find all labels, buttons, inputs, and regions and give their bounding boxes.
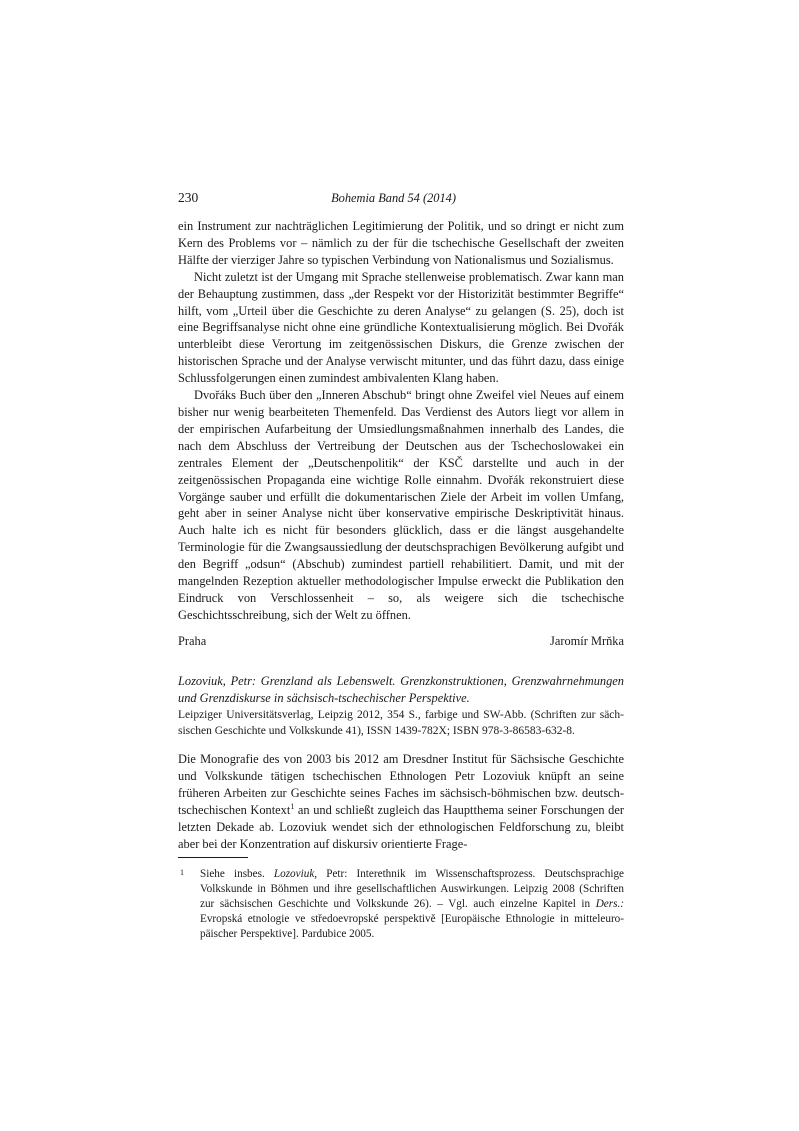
paragraph bbox=[178, 751, 624, 852]
review-place: Praha bbox=[178, 633, 207, 648]
footnote-author: Lozoviuk, bbox=[273, 867, 318, 880]
footnote-citation: Petr: Interethnik im Wissenschaftsprozess. Deutschsprachige Volkskunde in Böhmen und ihre gesellschaftlichen Auswirkungen. Leipzig 2008 (Schriften zur sächsischen Geschichte und Volkskunde 26). – Vgl. auch einzelne Kapitel in bbox=[200, 867, 624, 910]
reviewer-name: Jaromír Mrňka bbox=[550, 633, 624, 648]
running-title: Bohemia Band 54 (2014) bbox=[331, 191, 456, 205]
paragraph: Nicht zuletzt ist der Umgang mit Sprache stellenweise problematisch. Zwar kann man der Behauptung zustimmen, dass „der Respekt vor der Historizität bestimmter Begriffe“ hilft, vom „Urteil über die Geschichte zu deren Analyse“ zu gelangen (S. 25), doch ist eine Begriffsanalyse nicht ohne eine gründliche Kontextualisierung möglich. Bei Dvořák unterbleibt diese Verortung im zeitgenössischen Diskurs, die Grenze zwischen der historischen Sprache und der Analyse verwischt mitunter, und das führt dazu, dass einige Schlussfolgerungen einen zumindest ambivalenten Klang haben. bbox=[178, 269, 624, 386]
footnote-divider bbox=[178, 857, 248, 858]
footnote-reference[interactable]: 1 bbox=[290, 802, 295, 812]
review-signature bbox=[178, 633, 624, 650]
paragraph: ein Instrument zur nachträglichen Legitimierung der Politik, und so dringt er nicht zum Kern des Problems vor – nämlich zu der für die tschechische Gesellschaft der zweiten Hälfte der vierziger Jahre so typischen Verbindung von Nationalismus und Sozialismus. bbox=[178, 219, 624, 267]
footnote-author: Ders.: bbox=[595, 897, 624, 910]
footnote-number: 1 bbox=[180, 867, 184, 877]
review-book-meta: Leipziger Universitätsverlag, Leipzig 2012, 354 S., farbige und SW-Abb. (Schriften zur sächsischen Geschichte und Volkskunde 41), ISSN 1439-782X; ISBN 978-3-86583-632-8. bbox=[178, 709, 624, 737]
page-number: 230 bbox=[178, 190, 199, 205]
footnote-citation: Evropská etnologie ve středoevropské perspektivě [Europäische Ethnologie in mitteleuropäischer Perspektive]. Pardubice 2005. bbox=[200, 912, 624, 940]
paragraph-text: an und schließt zugleich das Hauptthema seiner Forschungen der letzten Dekade ab. Lozoviuk wendet sich der ethnologischen Feldforschung zu, bleibt aber bei der Konzentration auf diskursiv orientierte Frage- bbox=[178, 803, 624, 851]
footnote-text bbox=[200, 867, 624, 942]
footnote-intro: Siehe insbes. bbox=[200, 867, 274, 880]
paragraph-text: Die Monografie des von 2003 bis 2012 am Dresdner Institut für Sächsische Geschichte und Volkskunde tätigen tschechischen Ethnologen Petr Lozoviuk knüpft an seine früheren Arbeiten zur Geschichte seines Faches im sächsisch-böhmischen bzw. deutsch-tschechischen Kontext bbox=[178, 752, 624, 818]
document-page bbox=[178, 190, 624, 942]
paragraph: Dvořáks Buch über den „Inneren Abschub“ bringt ohne Zweifel viel Neues auf einem bisher nur wenig bearbeiteten Themenfeld. Das Verdienst des Autors liegt vor allem in der empirischen Aufarbeitung der Umsiedlungsmaßnahmen innerhalb des Landes, die nach dem Abschluss der Vertreibung der Deutschen aus der Tschechoslowakei ein zentrales Element der „Deutschenpolitik“ der KSČ darstellte und auch in der zeitgenössischen Propaganda eine wichtige Rolle einnahm. Dvořák rekonstruiert diese Vorgänge sauber und erfüllt die dokumentarischen Ziele der Arbeit im vollen Umfang, geht aber in seiner Analyse nicht über konservative empirische Deskriptivität hinaus. Auch halte ich es nicht für besonders glücklich, dass er die längst ausgehandelte Terminologie für die Zwangsaussiedlung der deutschsprachigen Bevölkerung aufgibt und den Begriff „odsun“ (Abschub) zumindest partiell rehabilitiert. Damit, und mit der mangelnden Rezeption aktueller methodologischer Impulse erweckt die Publikation den Eindruck von Verschlossenheit – so, als weigere sich die tschechische Geschichtsschreibung, sich der Welt zu öffnen. bbox=[178, 388, 624, 622]
running-header bbox=[178, 190, 624, 218]
footnote bbox=[178, 867, 624, 942]
review-book-title: Lozoviuk, Petr: Grenzland als Lebenswelt. Grenzkonstruktionen, Grenzwahrnehmungen und Grenzdiskurse in sächsisch-tschechischer Perspektive. bbox=[178, 673, 624, 705]
